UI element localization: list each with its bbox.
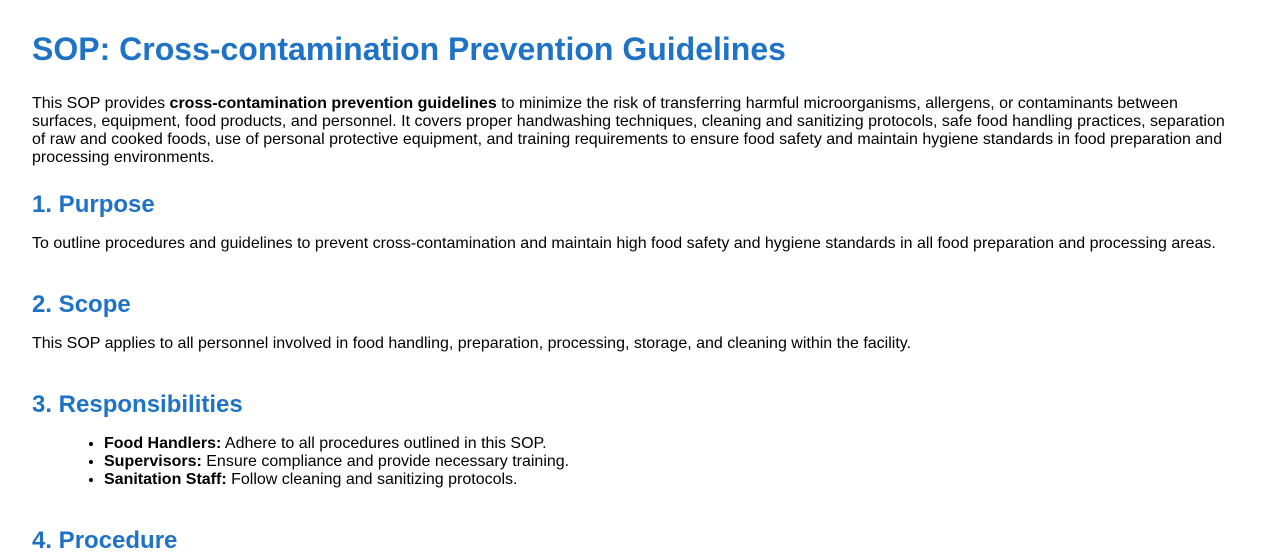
- list-item: [104, 471, 1231, 489]
- list-item: [104, 453, 1231, 471]
- purpose-heading: 1. Purpose: [32, 191, 155, 218]
- list-item-text: Adhere to all procedures outlined in this SOP.: [221, 435, 547, 452]
- list-item-label: Sanitation Staff:: [104, 471, 227, 488]
- scope-heading: 2. Scope: [32, 291, 131, 318]
- purpose-text: To outline procedures and guidelines to prevent cross-contamination and maintain high food safety and hygiene standards in all food preparation and processing areas.: [32, 235, 1216, 252]
- list-item-label: Food Handlers:: [104, 435, 222, 452]
- intro-text-end: to minimize the risk of transferring harmful microorganisms, allergens, or contaminants between surfaces, equipment, food products, and personnel. It covers proper handwashing techniques, cleaning and sanitizing protocols, safe food handling practices, separation of raw and cooked foods, use of personal protective equipment, and training requirements to ensure food safety and maintain hygiene standards in food preparation and processing environments.: [32, 95, 1225, 166]
- intro-text-start: This SOP provides: [32, 95, 170, 112]
- page-title: SOP: Cross-contamination Prevention Guidelines: [32, 31, 786, 67]
- list-item-text: Follow cleaning and sanitizing protocols.: [226, 471, 518, 488]
- list-item-label: Supervisors:: [104, 453, 202, 470]
- responsibilities-list: [32, 435, 1231, 489]
- scope-text: This SOP applies to all personnel involved in food handling, preparation, processing, storage, and cleaning within the facility.: [32, 335, 912, 352]
- list-item: [104, 435, 1231, 453]
- responsibilities-heading: 3. Responsibilities: [32, 391, 243, 418]
- list-item-text: Ensure compliance and provide necessary training.: [201, 453, 570, 470]
- procedure-heading: 4. Procedure: [32, 527, 178, 554]
- intro-bold-text: cross-contamination prevention guidelines: [169, 95, 497, 112]
- intro-paragraph: [32, 95, 1231, 167]
